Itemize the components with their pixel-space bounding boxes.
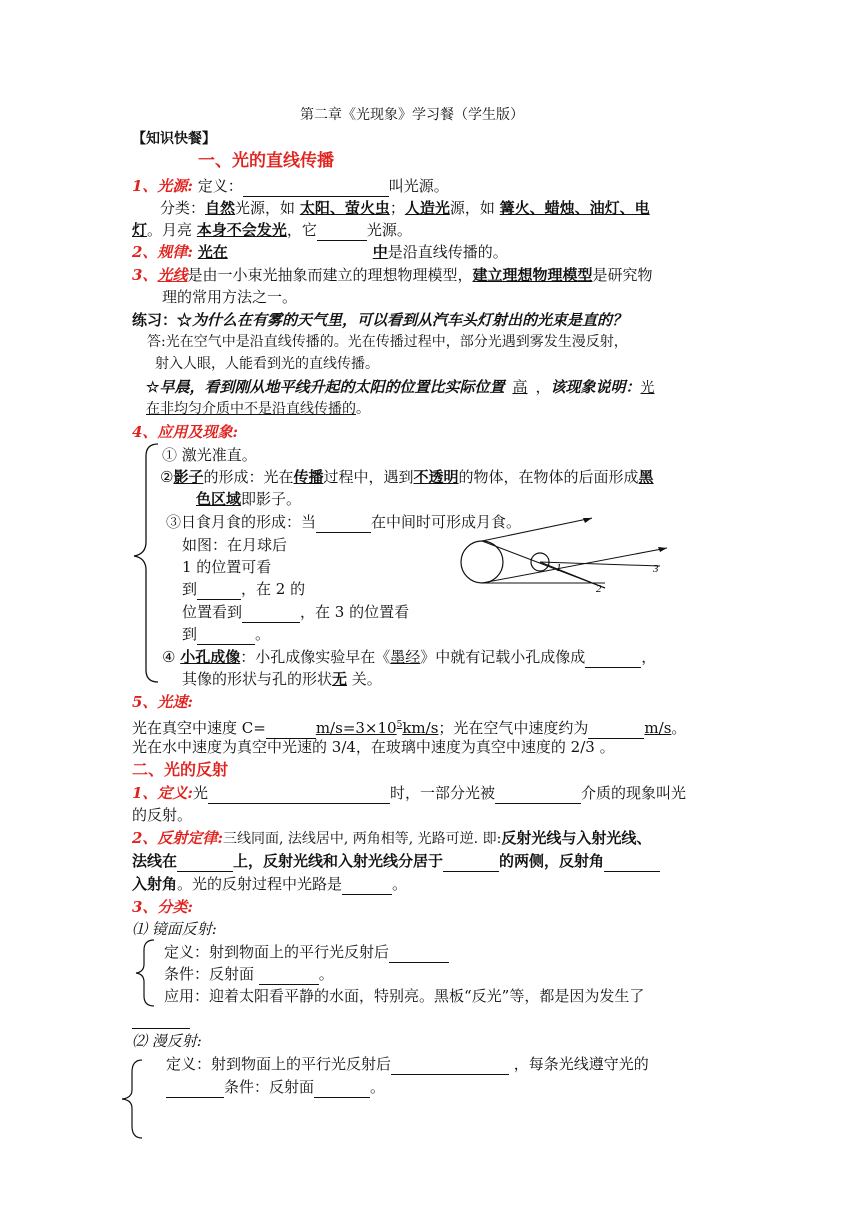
text: 上，反射光线和入射光线分居于: [233, 852, 444, 870]
text: 光源，如: [235, 199, 300, 217]
text: 是由一小束光抽象而建立的理想物理模型，: [187, 266, 473, 284]
blank: [317, 223, 367, 241]
text: 位置看到: [182, 603, 243, 621]
text: 定义：射到物面上的平行光反射后: [164, 943, 390, 961]
reflection-law-3: [132, 873, 407, 895]
question: 为什么在有雾的天气里，可以看到从汽车头灯射出的光束是直的？: [192, 311, 628, 329]
answer: 自然: [205, 199, 236, 217]
applications-heading: 4、应用及现象:: [132, 423, 238, 441]
blank: [208, 786, 390, 804]
answer-line-1: 答:光在空气中是沿直线传播的。光在传播过程中，部分光遇到雾发生漫反射，: [147, 334, 628, 350]
text: 其像的形状与孔的形状: [182, 670, 333, 688]
text: 。: [356, 401, 370, 417]
text: 到: [182, 580, 198, 598]
blank: [604, 854, 660, 872]
question: 早晨，看到刚从地平线升起的太阳的位置比实际位置: [159, 378, 505, 396]
text: ，: [641, 648, 657, 666]
practice-question-1: [132, 309, 627, 331]
app-shadow-2: [196, 488, 301, 510]
light-ray-line-2: 理的常用方法之一。: [162, 288, 298, 306]
eclipse-text-4: [182, 601, 409, 623]
item-number: 2、规律:: [132, 243, 193, 261]
text: 。光的反射过程中光路是: [177, 875, 343, 893]
text: 反射光线与入射光线、: [501, 829, 652, 847]
blank: [389, 945, 449, 963]
answer: 本身不会发光: [196, 221, 287, 239]
text: 条件：反射面: [164, 965, 259, 983]
text: 入射角: [132, 875, 178, 893]
text: 的形成：光在: [203, 468, 294, 486]
text: 。: [392, 875, 408, 893]
text: ②: [160, 468, 174, 486]
text: ④: [162, 648, 181, 666]
text: 的两侧，反射角: [499, 852, 605, 870]
answer-line-2: 射入人眼，人能看到光的直线传播。: [155, 356, 379, 372]
page-title: 第二章《光现象》学习餐（学生版）: [300, 107, 524, 123]
answer: 光在: [197, 243, 228, 261]
sun-circle: [461, 541, 503, 583]
brace-mirror: [132, 938, 162, 1008]
practice-answer-2: [146, 398, 370, 420]
law-line: [132, 241, 508, 263]
blank: [197, 627, 255, 645]
text: ，每条光线遵守光的: [509, 1055, 649, 1073]
eclipse-text-3: [182, 578, 305, 600]
text: ☆: [146, 378, 160, 396]
mirror-condition: [164, 963, 334, 985]
blank: [443, 854, 499, 872]
blank: [314, 1080, 370, 1098]
blank: [177, 854, 233, 872]
blank: [316, 515, 371, 533]
question: 该现象说明：: [550, 378, 641, 396]
blank: [495, 786, 581, 804]
text: 定义：射到物面上的平行光反射后: [166, 1055, 392, 1073]
text: ；: [389, 199, 405, 217]
answer: 篝火、蜡烛、油灯、电: [499, 199, 650, 217]
reflection-law: [132, 827, 651, 850]
text: 光在真空中速度 C=: [132, 719, 266, 737]
text: 叫光源。: [388, 177, 449, 195]
mirror-reflection-heading: ⑴ 镜面反射:: [132, 920, 217, 938]
text: 。: [318, 965, 334, 983]
answer: 色区域: [196, 490, 242, 508]
answer: 人造光: [404, 199, 450, 217]
text: 即影子。: [241, 490, 302, 508]
text: 三线同面, 法线居中, 两角相等, 光路可逆. 即:: [222, 831, 502, 847]
text: ，在 2 的: [241, 580, 306, 598]
answer: 光线: [157, 266, 188, 284]
light-ray-line: [132, 264, 653, 286]
answer: 灯: [132, 221, 148, 239]
text: 的物体，在物体的后面形成: [458, 468, 639, 486]
text: 5: [396, 720, 403, 730]
text: 条件：反射面: [224, 1078, 315, 1096]
answer: 黑: [638, 468, 654, 486]
item-number: 3、: [132, 266, 158, 284]
text: m/s: [644, 719, 672, 737]
text: 到: [182, 625, 198, 643]
answer: 建立理想物理模型: [472, 266, 593, 284]
light-source-line: [132, 175, 449, 197]
app-pinhole-2: [182, 668, 382, 690]
text: 分类：: [160, 199, 206, 217]
answer: 墨经: [390, 648, 421, 666]
text: 。月亮: [147, 221, 197, 239]
text: 是沿直线传播的。: [387, 243, 508, 261]
section-label: 【知识快餐】: [132, 131, 216, 147]
eclipse-text-5: [182, 623, 270, 645]
eclipse-text-1: 如图：在月球后: [182, 536, 288, 554]
app-shadow: [160, 466, 654, 488]
position-label-3: 3: [653, 563, 659, 575]
eclipse-diagram: [455, 510, 685, 600]
answer: 影子: [173, 468, 204, 486]
blank: [342, 877, 392, 895]
text: 过程中，遇到: [323, 468, 414, 486]
light-speed-heading: 5、光速:: [132, 693, 193, 711]
text: 关。: [347, 670, 382, 688]
blank: [391, 1057, 509, 1075]
text: 法线在: [132, 852, 178, 870]
diffuse-condition: [166, 1076, 385, 1098]
brace-diffuse: [118, 1058, 148, 1140]
blank: [243, 179, 389, 197]
diffuse-def: [166, 1053, 649, 1075]
answer: 太阳、萤火虫: [299, 199, 390, 217]
classification-line: [160, 197, 650, 219]
answer: 不透明: [413, 468, 459, 486]
answer: 中: [372, 243, 388, 261]
answer: 在非均匀介质中不是沿直线传播的: [146, 401, 356, 417]
item-number: 2、反射定律:: [132, 829, 223, 847]
heading-reflection: 二、光的反射: [132, 760, 229, 779]
answer: 传播: [293, 468, 324, 486]
text: 在中间时可形成月食。: [371, 513, 522, 531]
mirror-application: 应用：迎着太阳看平静的水面，特别亮。黑板“反光”等，都是因为发生了: [164, 987, 645, 1005]
text: ，它: [286, 221, 317, 239]
text: ，: [535, 378, 551, 396]
app-laser: ① 激光准直。: [162, 446, 257, 464]
text: 源，如: [449, 199, 500, 217]
text: =3×10: [342, 719, 397, 737]
text: ；光在空气中速度约为: [438, 719, 589, 737]
classification-heading: 3、分类:: [132, 898, 193, 916]
practice-question-2: [146, 376, 655, 399]
item-number: 1、定义:: [132, 784, 193, 802]
blank: [132, 1011, 190, 1029]
mirror-application-2: [132, 1007, 190, 1029]
blank: [242, 605, 300, 623]
text: 》中就有记载小孔成像成: [420, 648, 586, 666]
diffuse-reflection-heading: ⑵ 漫反射:: [132, 1032, 202, 1050]
position-label-2: 2: [596, 583, 602, 595]
answer: 高: [512, 378, 528, 396]
text: 。: [671, 719, 687, 737]
eclipse-text-2: 1 的位置可看: [182, 558, 272, 576]
answer: 光: [640, 380, 655, 396]
text: 是研究物: [592, 266, 653, 284]
answer: 无: [332, 670, 348, 688]
answer: 小孔成像: [180, 648, 241, 666]
item-number: 1、光源:: [132, 177, 193, 195]
heading-straight-line: 一、光的直线传播: [198, 151, 334, 171]
app-pinhole: [162, 646, 656, 668]
text: 光源。: [366, 221, 412, 239]
text: 。: [370, 1078, 386, 1096]
text: 时，一部分光被: [390, 784, 496, 802]
text: ③日食月食的形成：当: [166, 513, 317, 531]
reflection-def: [132, 782, 686, 804]
position-label-1: 1: [556, 562, 562, 574]
reflection-law-2: [132, 850, 660, 872]
text: ：小孔成像实验早在《: [240, 648, 391, 666]
text: 练习：☆: [132, 311, 193, 329]
blank: [585, 650, 641, 668]
text: m/s: [315, 719, 343, 737]
reflection-def-2: 的反射。: [132, 806, 193, 824]
text: km/s: [402, 719, 439, 737]
moon-line: [132, 219, 412, 241]
blank: [197, 582, 241, 600]
light-speed-line-2: 光在水中速度为真空中光速的 3/4，在玻璃中速度为真空中速度的 2/3 。: [132, 738, 615, 756]
text: 定义：: [197, 177, 243, 195]
mirror-def: [164, 941, 449, 963]
blank: [259, 967, 319, 985]
text: 。: [255, 625, 271, 643]
text: ，在 3 的位置看: [300, 603, 410, 621]
text: 介质的现象叫光: [581, 784, 687, 802]
text: 光: [192, 784, 208, 802]
blank: [166, 1080, 224, 1098]
